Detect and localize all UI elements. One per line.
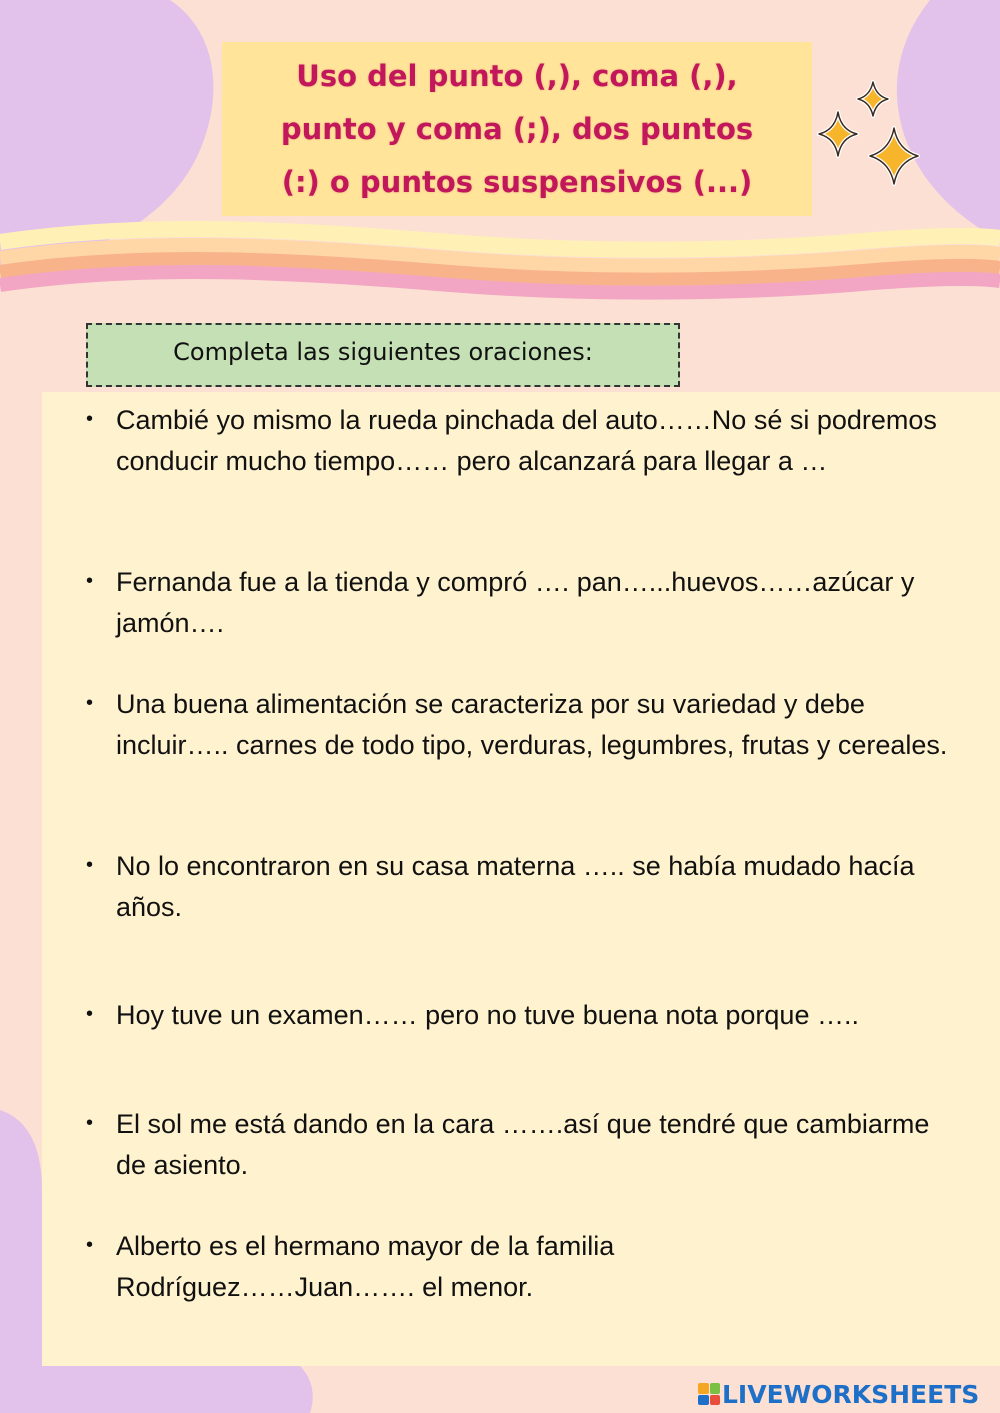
- logo-text: LIVEWORKSHEETS: [722, 1379, 980, 1409]
- bullet-icon: •: [86, 1003, 94, 1025]
- title-line: punto y coma (;), dos puntos: [280, 111, 754, 146]
- liveworksheets-logo-icon: [698, 1383, 720, 1405]
- sparkles-icon: [810, 78, 930, 198]
- bullet-icon: •: [86, 570, 94, 592]
- bullet-icon: •: [86, 1112, 94, 1134]
- sentence-text: No lo encontraron en su casa materna ….. se había mudado hacía años.: [116, 851, 915, 922]
- list-item: [74, 1104, 954, 1185]
- title-line: (:) o puntos suspensivos (...): [281, 164, 753, 199]
- liveworksheets-logo[interactable]: [698, 1378, 979, 1410]
- list-item: [74, 995, 954, 1036]
- list-item: [74, 684, 954, 765]
- bullet-icon: •: [86, 408, 94, 430]
- title-line: Uso del punto (,), coma (,),: [296, 58, 738, 93]
- bullet-icon: •: [86, 1234, 94, 1256]
- sentence-text: Hoy tuve un examen…… pero no tuve buena nota porque …..: [116, 1000, 859, 1030]
- sentence-text: Una buena alimentación se caracteriza por su variedad y debe incluir….. carnes de todo tipo, verduras, legumbres, frutas y cereales.: [116, 689, 948, 760]
- sentence-text: El sol me está dando en la cara …….así que tendré que cambiarme de asiento.: [116, 1109, 930, 1180]
- sentence-text: Alberto es el hermano mayor de la familia Rodríguez……Juan……. el menor.: [116, 1231, 615, 1302]
- list-item: [74, 562, 954, 643]
- worksheet-title: [222, 42, 812, 216]
- list-item: [74, 400, 954, 481]
- sentence-text: Cambié yo mismo la rueda pinchada del auto……No sé si podremos conducir mucho tiempo…… pero alcanzará para llegar a …: [116, 405, 937, 476]
- list-item: [74, 846, 954, 927]
- bullet-icon: •: [86, 854, 94, 876]
- list-item: [74, 1226, 694, 1307]
- instruction-label: Completa las siguientes oraciones:: [86, 323, 680, 387]
- sentence-text: Fernanda fue a la tienda y compró …. pan…...huevos……azúcar y jamón….: [116, 567, 915, 638]
- decorative-waves: [0, 220, 1000, 310]
- bullet-icon: •: [86, 692, 94, 714]
